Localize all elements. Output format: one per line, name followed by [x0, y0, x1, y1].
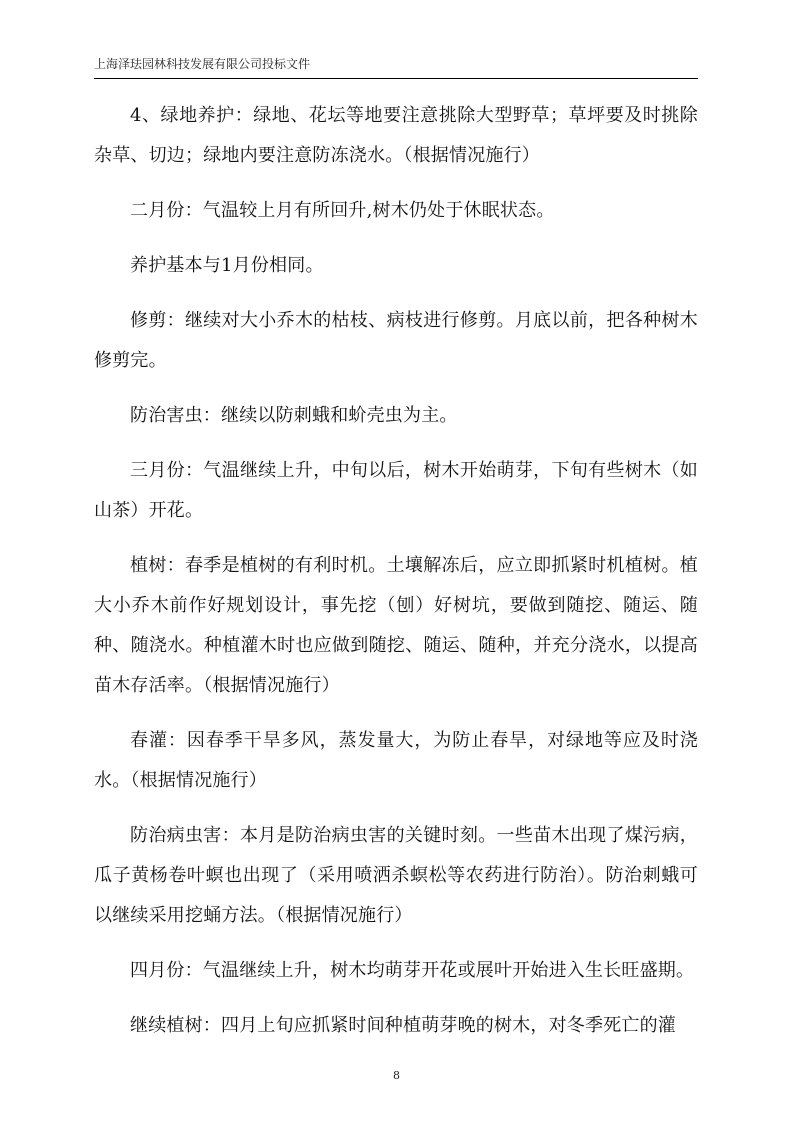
- paragraph-pest-control: 防治害虫：继续以防刺蛾和蚧壳虫为主。: [130, 405, 458, 426]
- paragraph-march: 三月份：气温继续上升，中旬以后，树木开始萌芽，下旬有些树木（如山茶）开花。: [94, 460, 698, 521]
- paragraph-continue-planting: 继续植树：四月上旬应抓紧时间种植萌芽晚的树木，对冬季死亡的灌: [130, 1015, 676, 1036]
- paragraph-pruning: 修剪：继续对大小乔木的枯枝、病枝进行修剪。月底以前，把各种树木修剪完。: [94, 310, 698, 371]
- page-header: [94, 56, 698, 79]
- paragraph-april: 四月份：气温继续上升，树木均萌芽开花或展叶开始进入生长旺盛期。: [130, 960, 695, 981]
- page-number: 8: [393, 1069, 400, 1082]
- paragraph-greenland-maintenance: 4、绿地养护：绿地、花坛等地要注意挑除大型野草；草坪要及时挑除杂草、切边；绿地内要注意防冻浇水。（根据情况施行）: [94, 105, 698, 166]
- paragraph-february: 二月份：气温较上月有所回升,树木仍处于休眠状态。: [130, 200, 555, 221]
- header-company-title: 上海泽珐园林科技发展有限公司投标文件: [94, 57, 311, 71]
- paragraph-planting: 植树：春季是植树的有利时机。土壤解冻后，应立即抓紧时机植树。植大小乔木前作好规划设计，事先挖（刨）好树坑，要做到随挖、随运、随种、随浇水。种植灌木时也应做到随挖、随运、随种，并充分浇水，以提高苗木存活率。（根据情况施行）: [94, 555, 698, 696]
- document-body: [94, 96, 698, 1061]
- paragraph-maintenance-same: 养护基本与1月份相同。: [130, 255, 324, 276]
- paragraph-spring-irrigation: 春灌：因春季干旱多风，蒸发量大，为防止春旱，对绿地等应及时浇水。（根据情况施行）: [94, 730, 698, 791]
- paragraph-disease-control: 防治病虫害：本月是防治病虫害的关键时刻。一些苗木出现了煤污病，瓜子黄杨卷叶螟也出现了（采用喷洒杀螟松等农药进行防治）。防治刺蛾可以继续采用挖蛹方法。（根据情况施行）: [94, 825, 698, 926]
